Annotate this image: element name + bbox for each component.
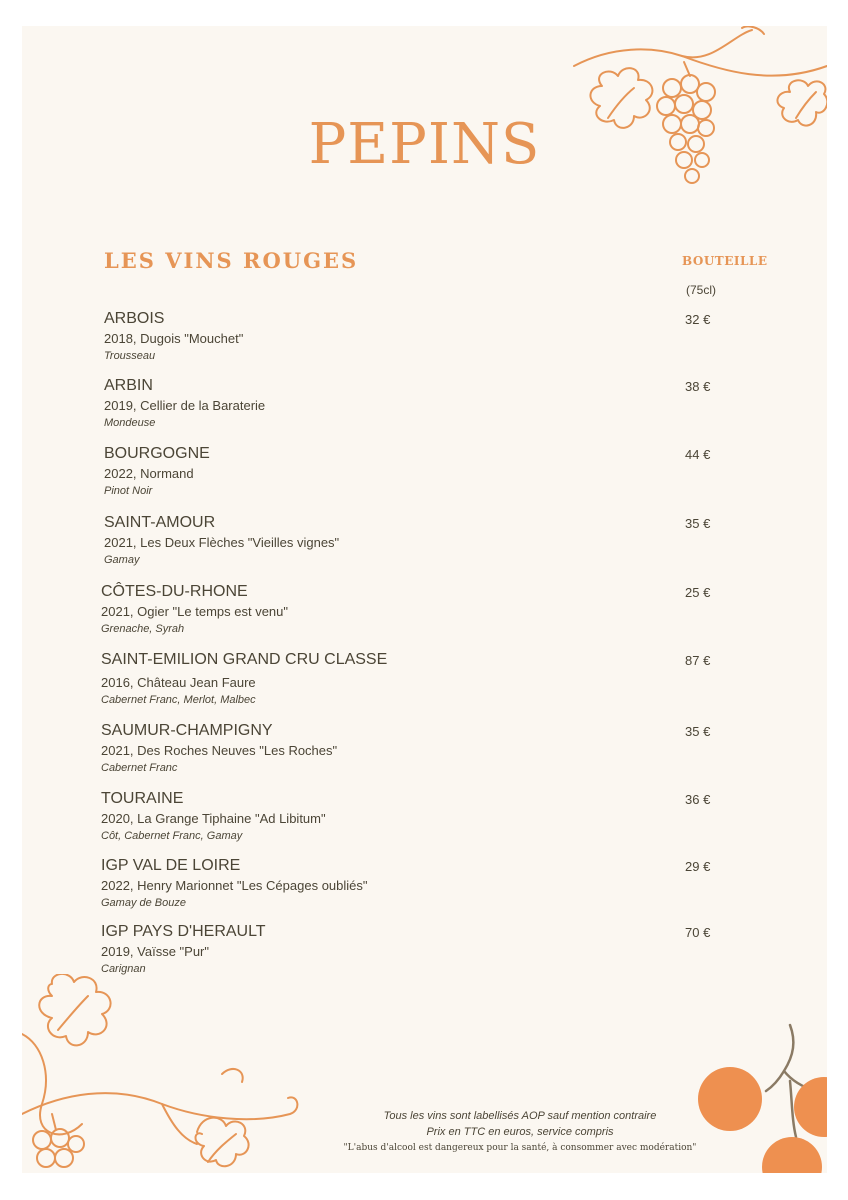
wine-grape: Trousseau xyxy=(104,350,156,362)
vine-leaf-icon xyxy=(22,974,312,1173)
menu-page xyxy=(22,26,827,1173)
footer-aop-note: Tous les vins sont labellisés AOP sauf mention contraire xyxy=(383,1110,657,1122)
wine-price: 38 € xyxy=(685,379,711,394)
footer-price-note: Prix en TTC en euros, service compris xyxy=(426,1126,614,1138)
wine-item xyxy=(22,857,827,921)
wine-detail: 2021, Des Roches Neuves "Les Roches" xyxy=(101,743,338,758)
section-title: LES VINS ROUGES xyxy=(104,248,359,273)
wine-item xyxy=(22,722,827,786)
price-column-header: BOUTEILLE xyxy=(682,254,768,268)
wine-price: 87 € xyxy=(685,653,711,668)
wine-detail: 2019, Vaïsse "Pur" xyxy=(101,944,209,959)
wine-grape: Mondeuse xyxy=(104,417,156,429)
wine-item xyxy=(22,377,827,441)
wine-item xyxy=(22,923,827,987)
wine-detail: 2021, Les Deux Flèches "Vieilles vignes" xyxy=(104,535,340,550)
wine-grape: Gamay de Bouze xyxy=(101,897,186,909)
wine-grape: Côt, Cabernet Franc, Gamay xyxy=(101,830,243,842)
wine-detail: 2019, Cellier de la Baraterie xyxy=(104,398,266,413)
wine-name: ARBOIS xyxy=(104,310,165,327)
wine-item xyxy=(22,445,827,509)
wine-name: SAINT-EMILION GRAND CRU CLASSE xyxy=(101,651,388,668)
wine-price: 25 € xyxy=(685,585,711,600)
wine-name: CÔTES-DU-RHONE xyxy=(101,583,248,600)
wine-price: 70 € xyxy=(685,925,711,940)
wine-name: SAINT-AMOUR xyxy=(104,514,216,531)
wine-price: 29 € xyxy=(685,859,711,874)
wine-grape: Cabernet Franc xyxy=(101,762,178,774)
wine-price: 44 € xyxy=(685,447,711,462)
wine-price: 35 € xyxy=(685,516,711,531)
footer-health-warning: "L'abus d'alcool est dangereux pour la santé, à consommer avec modération" xyxy=(343,1143,697,1153)
wine-grape: Pinot Noir xyxy=(104,485,153,497)
wine-grape: Carignan xyxy=(101,963,146,975)
wine-name: IGP VAL DE LOIRE xyxy=(101,857,241,874)
wine-item xyxy=(22,651,827,715)
wine-name: SAUMUR-CHAMPIGNY xyxy=(101,722,273,739)
wine-detail: 2021, Ogier "Le temps est venu" xyxy=(101,604,289,619)
footer-notes xyxy=(312,1108,728,1156)
wine-name: ARBIN xyxy=(104,377,153,394)
wine-item xyxy=(22,790,827,854)
price-column-volume: (75cl) xyxy=(686,283,717,297)
wine-detail: 2016, Château Jean Faure xyxy=(101,675,256,690)
wine-item xyxy=(22,310,827,374)
wine-detail: 2020, La Grange Tiphaine "Ad Libitum" xyxy=(101,811,326,826)
wine-price: 32 € xyxy=(685,312,711,327)
wine-grape: Gamay xyxy=(104,554,140,566)
wine-item xyxy=(22,514,827,578)
wine-item xyxy=(22,583,827,647)
wine-grape: Cabernet Franc, Merlot, Malbec xyxy=(101,694,256,706)
page-title: PEPINS xyxy=(308,112,541,177)
wine-grape: Grenache, Syrah xyxy=(101,623,185,635)
wine-detail: 2022, Normand xyxy=(104,466,194,481)
wine-price: 36 € xyxy=(685,792,711,807)
wine-name: TOURAINE xyxy=(101,790,184,807)
wine-name: IGP PAYS D'HERAULT xyxy=(101,923,266,940)
wine-detail: 2018, Dugois "Mouchet" xyxy=(104,331,244,346)
wine-name: BOURGOGNE xyxy=(104,445,210,462)
wine-detail: 2022, Henry Marionnet "Les Cépages oubliés" xyxy=(101,878,368,893)
wine-price: 35 € xyxy=(685,724,711,739)
